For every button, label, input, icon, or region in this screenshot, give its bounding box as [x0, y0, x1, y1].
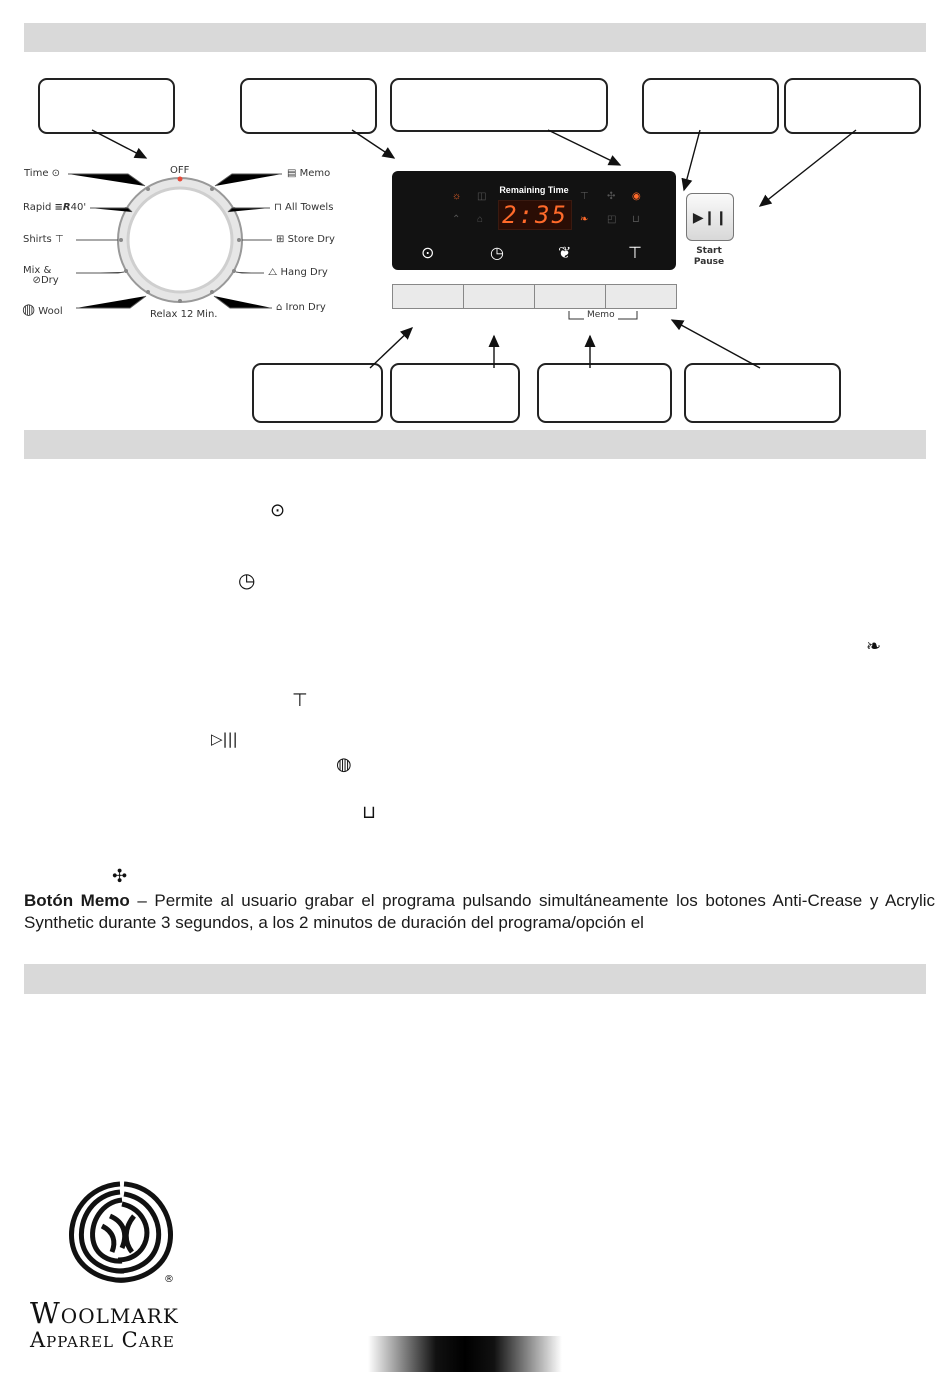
- feather-icon: ❧: [866, 636, 882, 657]
- play-pause-icon: ▶❙❙: [692, 209, 728, 225]
- mix-icon: ⊘: [32, 275, 41, 286]
- dial-program-shirts: Shirts ⊤: [23, 234, 64, 245]
- anti-crease-shirt-icon: ⊤: [292, 690, 308, 711]
- water-container-icon: ⊔: [362, 802, 377, 823]
- dial-program-rapid: Rapid ≡R40': [23, 202, 87, 213]
- delicate-feather-icon[interactable]: ❦: [558, 245, 572, 262]
- rapid-r-icon: ≡R: [54, 202, 71, 213]
- dial-label-relax: Relax 12 Min.: [150, 309, 218, 320]
- option-button-time[interactable]: [392, 284, 464, 309]
- iron-icon: ⌂: [276, 302, 283, 313]
- shirt-icon: ⊤: [54, 234, 64, 245]
- towel-icon: ⊓: [274, 202, 282, 213]
- start-pause-label: Start Pause: [693, 246, 725, 267]
- wool-ball-icon: ◍: [336, 754, 352, 775]
- woolmark-wordmark-line1: Woolmark: [30, 1296, 179, 1330]
- feather-indicator-icon: ❧: [580, 214, 589, 225]
- dial-label-off: OFF: [170, 165, 190, 176]
- option-button-strip: [392, 284, 676, 309]
- delay-start-icon: ◷: [238, 568, 256, 592]
- anti-crease-shirt-icon[interactable]: ⊤: [628, 245, 642, 262]
- hanger-icon: ⧍: [268, 267, 278, 278]
- memo-paragraph: Botón Memo – Permite al usuario grabar el programa pulsando simultáneamente los botones Anti-Crease y Acrylic Synthetic durante 3 segundos, a los 2 minutos de duración del programa/opción el: [24, 891, 935, 932]
- dial-program-hang-dry: ⧍ Hang Dry: [268, 267, 328, 278]
- start-pause-button[interactable]: [686, 193, 734, 241]
- container-indicator-icon: ⊔: [632, 214, 640, 225]
- wool-indicator-icon: ◉: [632, 191, 641, 202]
- time-display: 2:35: [498, 200, 572, 230]
- display-title: Remaining Time: [499, 185, 569, 195]
- play-pause-icon: ▷|||: [211, 730, 238, 748]
- shirt-indicator-icon: ⊤: [580, 191, 589, 202]
- option-button-delay[interactable]: [463, 284, 535, 309]
- woolmark-wordmark-line2: Apparel Care: [30, 1328, 175, 1352]
- clock-icon: ⊙: [270, 500, 286, 521]
- fan-icon: ✣: [112, 866, 128, 887]
- dial-program-mix: Mix & ⊘Dry: [23, 265, 59, 286]
- dial-program-memo: ▤ Memo: [287, 168, 331, 179]
- towel-indicator-icon: ◰: [607, 214, 617, 225]
- woolmark-logo: [58, 1176, 188, 1288]
- dial-program-wool: ◍ Wool: [22, 300, 63, 318]
- iron-indicator-icon: ⌂: [477, 214, 484, 225]
- dial-program-iron-dry: ⌂ Iron Dry: [276, 302, 326, 313]
- control-panel-display: [392, 171, 676, 270]
- delay-start-icon[interactable]: ◷: [490, 245, 504, 262]
- store-indicator-icon: ◫: [477, 191, 487, 202]
- option-button-delicate[interactable]: [534, 284, 606, 309]
- time-delay-clock-icon[interactable]: ⊙: [421, 245, 435, 262]
- option-button-anti-crease[interactable]: [605, 284, 677, 309]
- memo-icon: ▤: [287, 168, 297, 179]
- cupboard-icon: ⊞: [276, 234, 285, 245]
- fan-indicator-icon: ✣: [607, 191, 616, 202]
- wool-ball-icon: ◍: [22, 300, 36, 318]
- clock-icon: ⊙: [51, 168, 61, 179]
- section-header-bar: [24, 964, 926, 994]
- sun-indicator-icon: ☼: [452, 191, 462, 202]
- hanger-indicator-icon: ⌃: [452, 214, 461, 225]
- registered-mark: ®: [164, 1274, 174, 1285]
- page-number-gradient-bar: [368, 1336, 562, 1372]
- dial-program-all-towels: ⊓ All Towels: [274, 202, 334, 213]
- dial-program-time: Time ⊙: [24, 168, 61, 179]
- woolmark-wordmark: [30, 1296, 179, 1352]
- memo-bracket-label: Memo: [584, 310, 618, 320]
- dial-program-store-dry: ⊞ Store Dry: [276, 234, 335, 245]
